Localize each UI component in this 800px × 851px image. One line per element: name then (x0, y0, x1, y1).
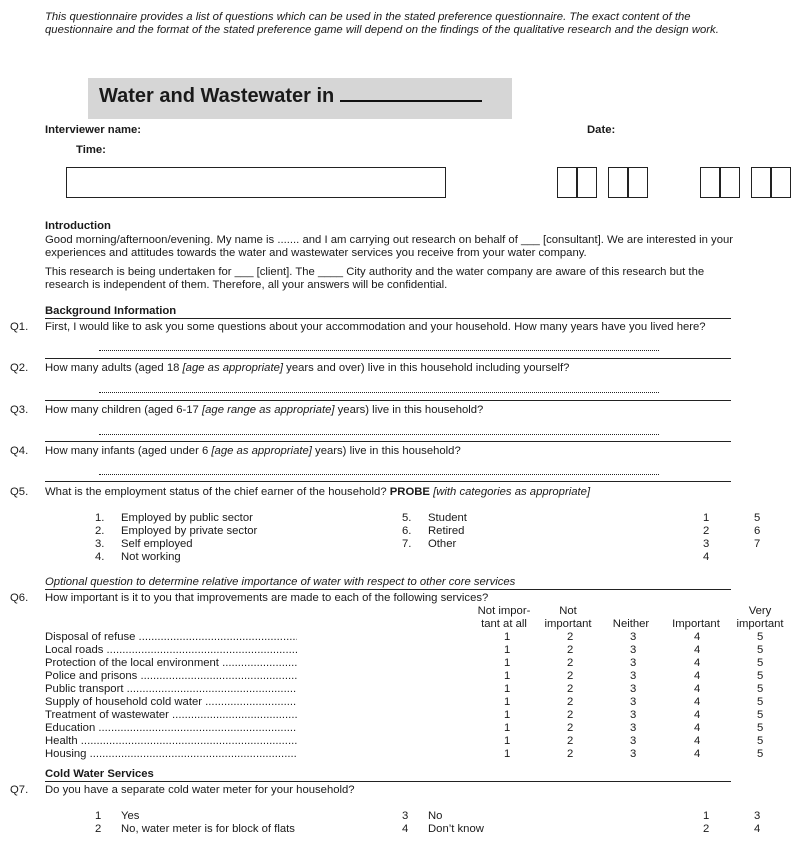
scale-header: Not impor- (477, 605, 531, 617)
rating-code[interactable]: 2 (567, 683, 574, 695)
divider (45, 481, 731, 482)
option-number: 3 (402, 810, 409, 822)
interviewer-label: Interviewer name: (45, 124, 142, 136)
question-text-part: years and over) live in this household including yourself? (283, 362, 570, 374)
divider (45, 318, 731, 319)
rating-code[interactable]: 3 (630, 748, 637, 760)
answer-code[interactable]: 4 (703, 551, 710, 563)
rating-code[interactable]: 3 (630, 683, 637, 695)
service-label: Local roads ..... (45, 644, 297, 657)
service-label: Treatment of wastewater ..... (45, 709, 297, 722)
option-number: 7. (402, 538, 412, 550)
cold-water-heading: Cold Water Services (45, 768, 154, 780)
rating-code[interactable]: 4 (694, 748, 701, 760)
divider (45, 358, 731, 359)
rating-code[interactable]: 1 (504, 735, 511, 747)
title-blank-line (340, 86, 482, 102)
option-number: 6. (402, 525, 412, 537)
scale-header: Important (672, 618, 720, 630)
question-text (45, 362, 569, 375)
answer-code[interactable]: 6 (754, 525, 761, 537)
intro-note: This questionnaire provides a list of questions which can be used in the stated preference questionnaire. The exact content of the questionnaire and the format of the stated preference game will depend on the findings of the qualitative research and the design work. (45, 11, 719, 36)
answer-code[interactable]: 1 (703, 810, 710, 822)
rating-code[interactable]: 5 (757, 683, 764, 695)
question-text (45, 445, 461, 458)
rating-code[interactable]: 1 (504, 683, 511, 695)
service-label: Education ..... (45, 722, 297, 735)
question-text-part: How many children (aged 6-17 (45, 404, 202, 416)
time-box[interactable] (771, 167, 791, 198)
rating-code[interactable]: 5 (757, 735, 764, 747)
rating-code[interactable]: 3 (630, 735, 637, 747)
rating-code[interactable]: 4 (694, 709, 701, 721)
divider (45, 441, 731, 442)
question-instruction: [with categories as appropriate] (433, 486, 591, 498)
rating-code[interactable]: 1 (504, 657, 511, 669)
rating-code[interactable]: 1 (504, 670, 511, 682)
question-text-part: How many infants (aged under 6 (45, 445, 212, 457)
rating-code[interactable]: 3 (630, 657, 637, 669)
scale-header: important (736, 618, 784, 630)
rating-code[interactable]: 2 (567, 631, 574, 643)
question-text: Do you have a separate cold water meter for your household? (45, 784, 355, 796)
service-label: Supply of household cold water ..... (45, 696, 297, 709)
rating-code[interactable]: 4 (694, 735, 701, 747)
question-number: Q5. (10, 486, 29, 498)
background-heading: Background Information (45, 305, 177, 317)
rating-code[interactable]: 3 (630, 670, 637, 682)
option-number: 1. (95, 512, 105, 524)
option-number: 2 (95, 823, 102, 835)
option-label[interactable]: Yes (121, 810, 140, 822)
question-number: Q1. (10, 321, 29, 333)
answer-code[interactable]: 2 (703, 525, 710, 537)
rating-code[interactable]: 3 (630, 709, 637, 721)
rating-code[interactable]: 1 (504, 631, 511, 643)
rating-code[interactable]: 2 (567, 735, 574, 747)
answer-code[interactable]: 3 (754, 810, 761, 822)
service-label: Police and prisons ..... (45, 670, 297, 683)
question-text-part: years) live in this household? (311, 445, 461, 457)
probe-label: PROBE (389, 486, 430, 498)
rating-code[interactable]: 4 (694, 657, 701, 669)
option-label[interactable]: Employed by private sector (121, 525, 258, 537)
service-label: Public transport ..... (45, 683, 297, 696)
option-number: 5. (402, 512, 412, 524)
rating-code[interactable]: 2 (567, 696, 574, 708)
rating-code[interactable]: 5 (757, 709, 764, 721)
rating-code[interactable]: 2 (567, 670, 574, 682)
rating-code[interactable]: 5 (757, 722, 764, 734)
service-label: Housing ..... (45, 748, 297, 761)
interviewer-name-field[interactable] (66, 167, 446, 198)
option-label[interactable]: No (428, 810, 443, 822)
question-instruction: [age as appropriate] (182, 362, 284, 374)
answer-line[interactable] (99, 350, 659, 351)
rating-code[interactable]: 5 (757, 670, 764, 682)
question-instruction: [age range as appropriate] (201, 404, 335, 416)
option-label[interactable]: Employed by public sector (121, 512, 253, 524)
question-number: Q3. (10, 404, 29, 416)
option-label[interactable]: Other (428, 538, 457, 550)
rating-code[interactable]: 5 (757, 748, 764, 760)
optional-question-note: Optional question to determine relative importance of water with respect to other core services (45, 576, 516, 588)
date-box[interactable] (577, 167, 597, 198)
time-box[interactable] (700, 167, 720, 198)
answer-line[interactable] (99, 474, 659, 475)
introduction-heading: Introduction (45, 220, 111, 232)
divider (45, 589, 731, 590)
option-label[interactable]: Not working (121, 551, 181, 563)
rating-code[interactable]: 5 (757, 631, 764, 643)
rating-code[interactable]: 2 (567, 709, 574, 721)
question-number: Q7. (10, 784, 29, 796)
time-box[interactable] (720, 167, 740, 198)
rating-code[interactable]: 2 (567, 722, 574, 734)
option-label[interactable]: Retired (428, 525, 465, 537)
service-label: Health ..... (45, 735, 297, 748)
answer-code[interactable]: 4 (754, 823, 761, 835)
date-box[interactable] (557, 167, 577, 198)
rating-code[interactable]: 5 (757, 644, 764, 656)
option-number: 2. (95, 525, 105, 537)
question-number: Q6. (10, 592, 29, 604)
rating-code[interactable]: 3 (630, 722, 637, 734)
rating-code[interactable]: 3 (630, 696, 637, 708)
rating-code[interactable]: 4 (694, 631, 701, 643)
rating-code[interactable]: 1 (504, 722, 511, 734)
rating-code[interactable]: 4 (694, 696, 701, 708)
question-text (45, 486, 590, 499)
date-label: Date: (587, 124, 616, 136)
scale-header: tant at all (481, 618, 527, 630)
time-label: Time: (76, 144, 106, 156)
option-number: 3. (95, 538, 105, 550)
question-text: How important is it to you that improvements are made to each of the following services? (45, 592, 489, 604)
date-box[interactable] (608, 167, 628, 198)
rating-code[interactable]: 4 (694, 644, 701, 656)
scale-header: important (544, 618, 592, 630)
question-instruction: [age as appropriate] (211, 445, 312, 457)
answer-code[interactable]: 5 (754, 512, 761, 524)
divider (45, 781, 731, 782)
question-text-part: years) live in this household? (334, 404, 484, 416)
title-text: Water and Wastewater in (99, 85, 335, 107)
rating-code[interactable]: 3 (630, 631, 637, 643)
answer-line[interactable] (99, 434, 659, 435)
question-text: First, I would like to ask you some questions about your accommodation and your household. How many years have you lived here? (45, 321, 706, 333)
option-label[interactable]: Don’t know (428, 823, 484, 835)
divider (45, 400, 731, 401)
rating-code[interactable]: 1 (504, 696, 511, 708)
answer-code[interactable]: 7 (754, 538, 761, 550)
rating-code[interactable]: 4 (694, 683, 701, 695)
rating-code[interactable]: 4 (694, 722, 701, 734)
answer-code[interactable]: 2 (703, 823, 710, 835)
introduction-paragraph: This research is being undertaken for ___ [client]. The ____ City authority and the water company are aware of this research but the research is independent of them. Therefore, all your answers will be confidential. (45, 266, 705, 291)
rating-code[interactable]: 5 (757, 657, 764, 669)
question-text (45, 404, 483, 417)
rating-code[interactable]: 2 (567, 644, 574, 656)
option-label[interactable]: Student (428, 512, 467, 524)
page-title (99, 85, 482, 108)
scale-header: Very (748, 605, 772, 617)
rating-code[interactable]: 5 (757, 696, 764, 708)
question-text-part: How many adults (aged 18 (45, 362, 183, 374)
option-number: 4. (95, 551, 105, 563)
answer-code[interactable]: 3 (703, 538, 710, 550)
scale-header: Neither (612, 618, 650, 630)
rating-code[interactable]: 1 (504, 709, 511, 721)
rating-code[interactable]: 2 (567, 657, 574, 669)
introduction-paragraph: Good morning/afternoon/evening. My name is ....... and I am carrying out research on behalf of ___ [consultant]. We are interested in your experiences and attitudes towards the water and wastewater services you receive from your water company. (45, 234, 734, 259)
service-label: Protection of the local environment ..... (45, 657, 297, 670)
answer-line[interactable] (99, 392, 659, 393)
option-number: 1 (95, 810, 102, 822)
rating-code[interactable]: 1 (504, 644, 511, 656)
option-label[interactable]: No, water meter is for block of flats (121, 823, 295, 835)
rating-code[interactable]: 4 (694, 670, 701, 682)
question-number: Q2. (10, 362, 29, 374)
question-text-part: What is the employment status of the chief earner of the household? (45, 486, 387, 498)
question-number: Q4. (10, 445, 29, 457)
option-label[interactable]: Self employed (121, 538, 193, 550)
scale-header: Not (559, 605, 577, 617)
rating-code[interactable]: 1 (504, 748, 511, 760)
answer-code[interactable]: 1 (703, 512, 710, 524)
rating-code[interactable]: 3 (630, 644, 637, 656)
date-box[interactable] (628, 167, 648, 198)
option-number: 4 (402, 823, 409, 835)
rating-code[interactable]: 2 (567, 748, 574, 760)
time-box[interactable] (751, 167, 771, 198)
service-label: Disposal of refuse ..... (45, 631, 297, 644)
